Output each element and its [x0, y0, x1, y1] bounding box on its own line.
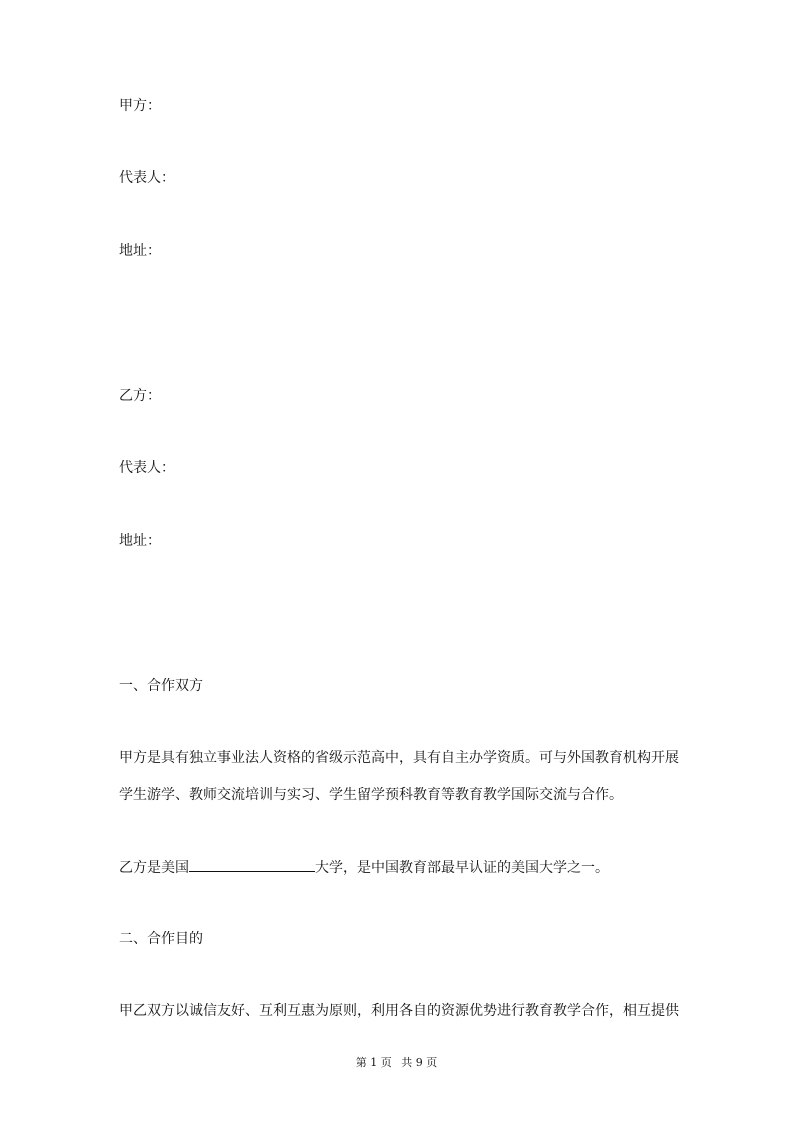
party-a-label: 甲方： — [119, 98, 161, 114]
party-a-address-label: 地址： — [119, 243, 161, 259]
page-number: 第 1 页 — [355, 1056, 392, 1069]
section-2-heading: 二、合作目的 — [119, 931, 203, 947]
section-2-paragraph-1-line-1: 甲乙双方以诚信友好、互利互惠为原则，利用各自的资源优势进行教育教学合作，相互提供 — [119, 1003, 679, 1019]
party-b-address-label: 地址： — [119, 533, 161, 549]
party-b-representative-label: 代表人： — [119, 460, 175, 476]
section-1-paragraph-2-after: 大学，是中国教育部最早认证的美国大学之一。 — [315, 860, 609, 876]
section-1-heading: 一、合作双方 — [119, 678, 203, 694]
page-total: 共 9 页 — [401, 1056, 438, 1069]
page-footer — [0, 1054, 793, 1070]
section-1-paragraph-2 — [119, 857, 609, 878]
party-b-label: 乙方： — [119, 388, 161, 404]
section-1-paragraph-1-line-2: 学生游学、教师交流培训与实习、学生留学预科教育等教育教学国际交流与合作。 — [119, 787, 623, 803]
section-1-paragraph-1-line-1: 甲方是具有独立事业法人资格的省级示范高中，具有自主办学资质。可与外国教育机构开展 — [119, 750, 679, 766]
university-name-blank[interactable] — [189, 857, 315, 872]
party-a-representative-label: 代表人： — [119, 170, 175, 186]
section-1-paragraph-2-before: 乙方是美国 — [119, 860, 189, 876]
